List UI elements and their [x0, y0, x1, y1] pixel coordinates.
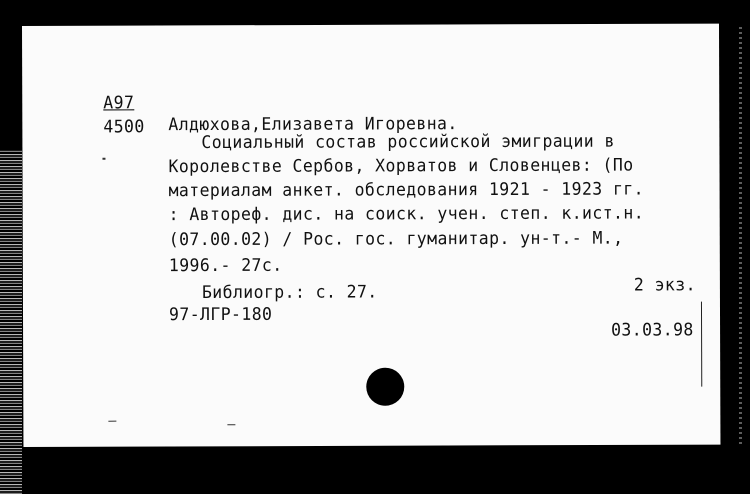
- catalog-card: [22, 24, 720, 447]
- title-line-1: Социальный состав российской эмиграции в: [201, 130, 615, 153]
- scan-edge-left: [0, 150, 22, 494]
- copies-count: 2 экз.: [633, 274, 696, 295]
- punch-hole: [366, 368, 404, 406]
- title-line-5: (07.00.02) / Рос. гос. гуманитар. ун-т.- М.,: [168, 227, 624, 250]
- call-number-top: А97: [103, 92, 135, 113]
- author-line: Алдюхова,Елизавета Игоревна.: [168, 113, 458, 135]
- call-number-bottom: 4500: [103, 116, 145, 137]
- title-line-2: Королевстве Сербов, Хорватов и Словенцев: (По: [168, 154, 634, 177]
- accession-number: 97-ЛГР-180: [168, 304, 273, 325]
- title-line-4: : Автореф. дис. на соиск. учен. степ. к.ист.н.: [168, 202, 645, 225]
- bibliography-note: Библиогр.: с. 27.: [201, 281, 378, 303]
- title-line-6: 1996.- 27с.: [168, 254, 283, 276]
- date-stamp: 03.03.98: [611, 319, 694, 340]
- speck-mark: [102, 158, 105, 160]
- scan-edge-right: [739, 24, 742, 444]
- dash-mark-left: [108, 421, 116, 422]
- card-edge-mark: [701, 302, 714, 387]
- title-line-3: материалам анкет. обследования 1921 - 1923 гг.: [168, 178, 644, 201]
- dash-mark-center: [227, 424, 235, 425]
